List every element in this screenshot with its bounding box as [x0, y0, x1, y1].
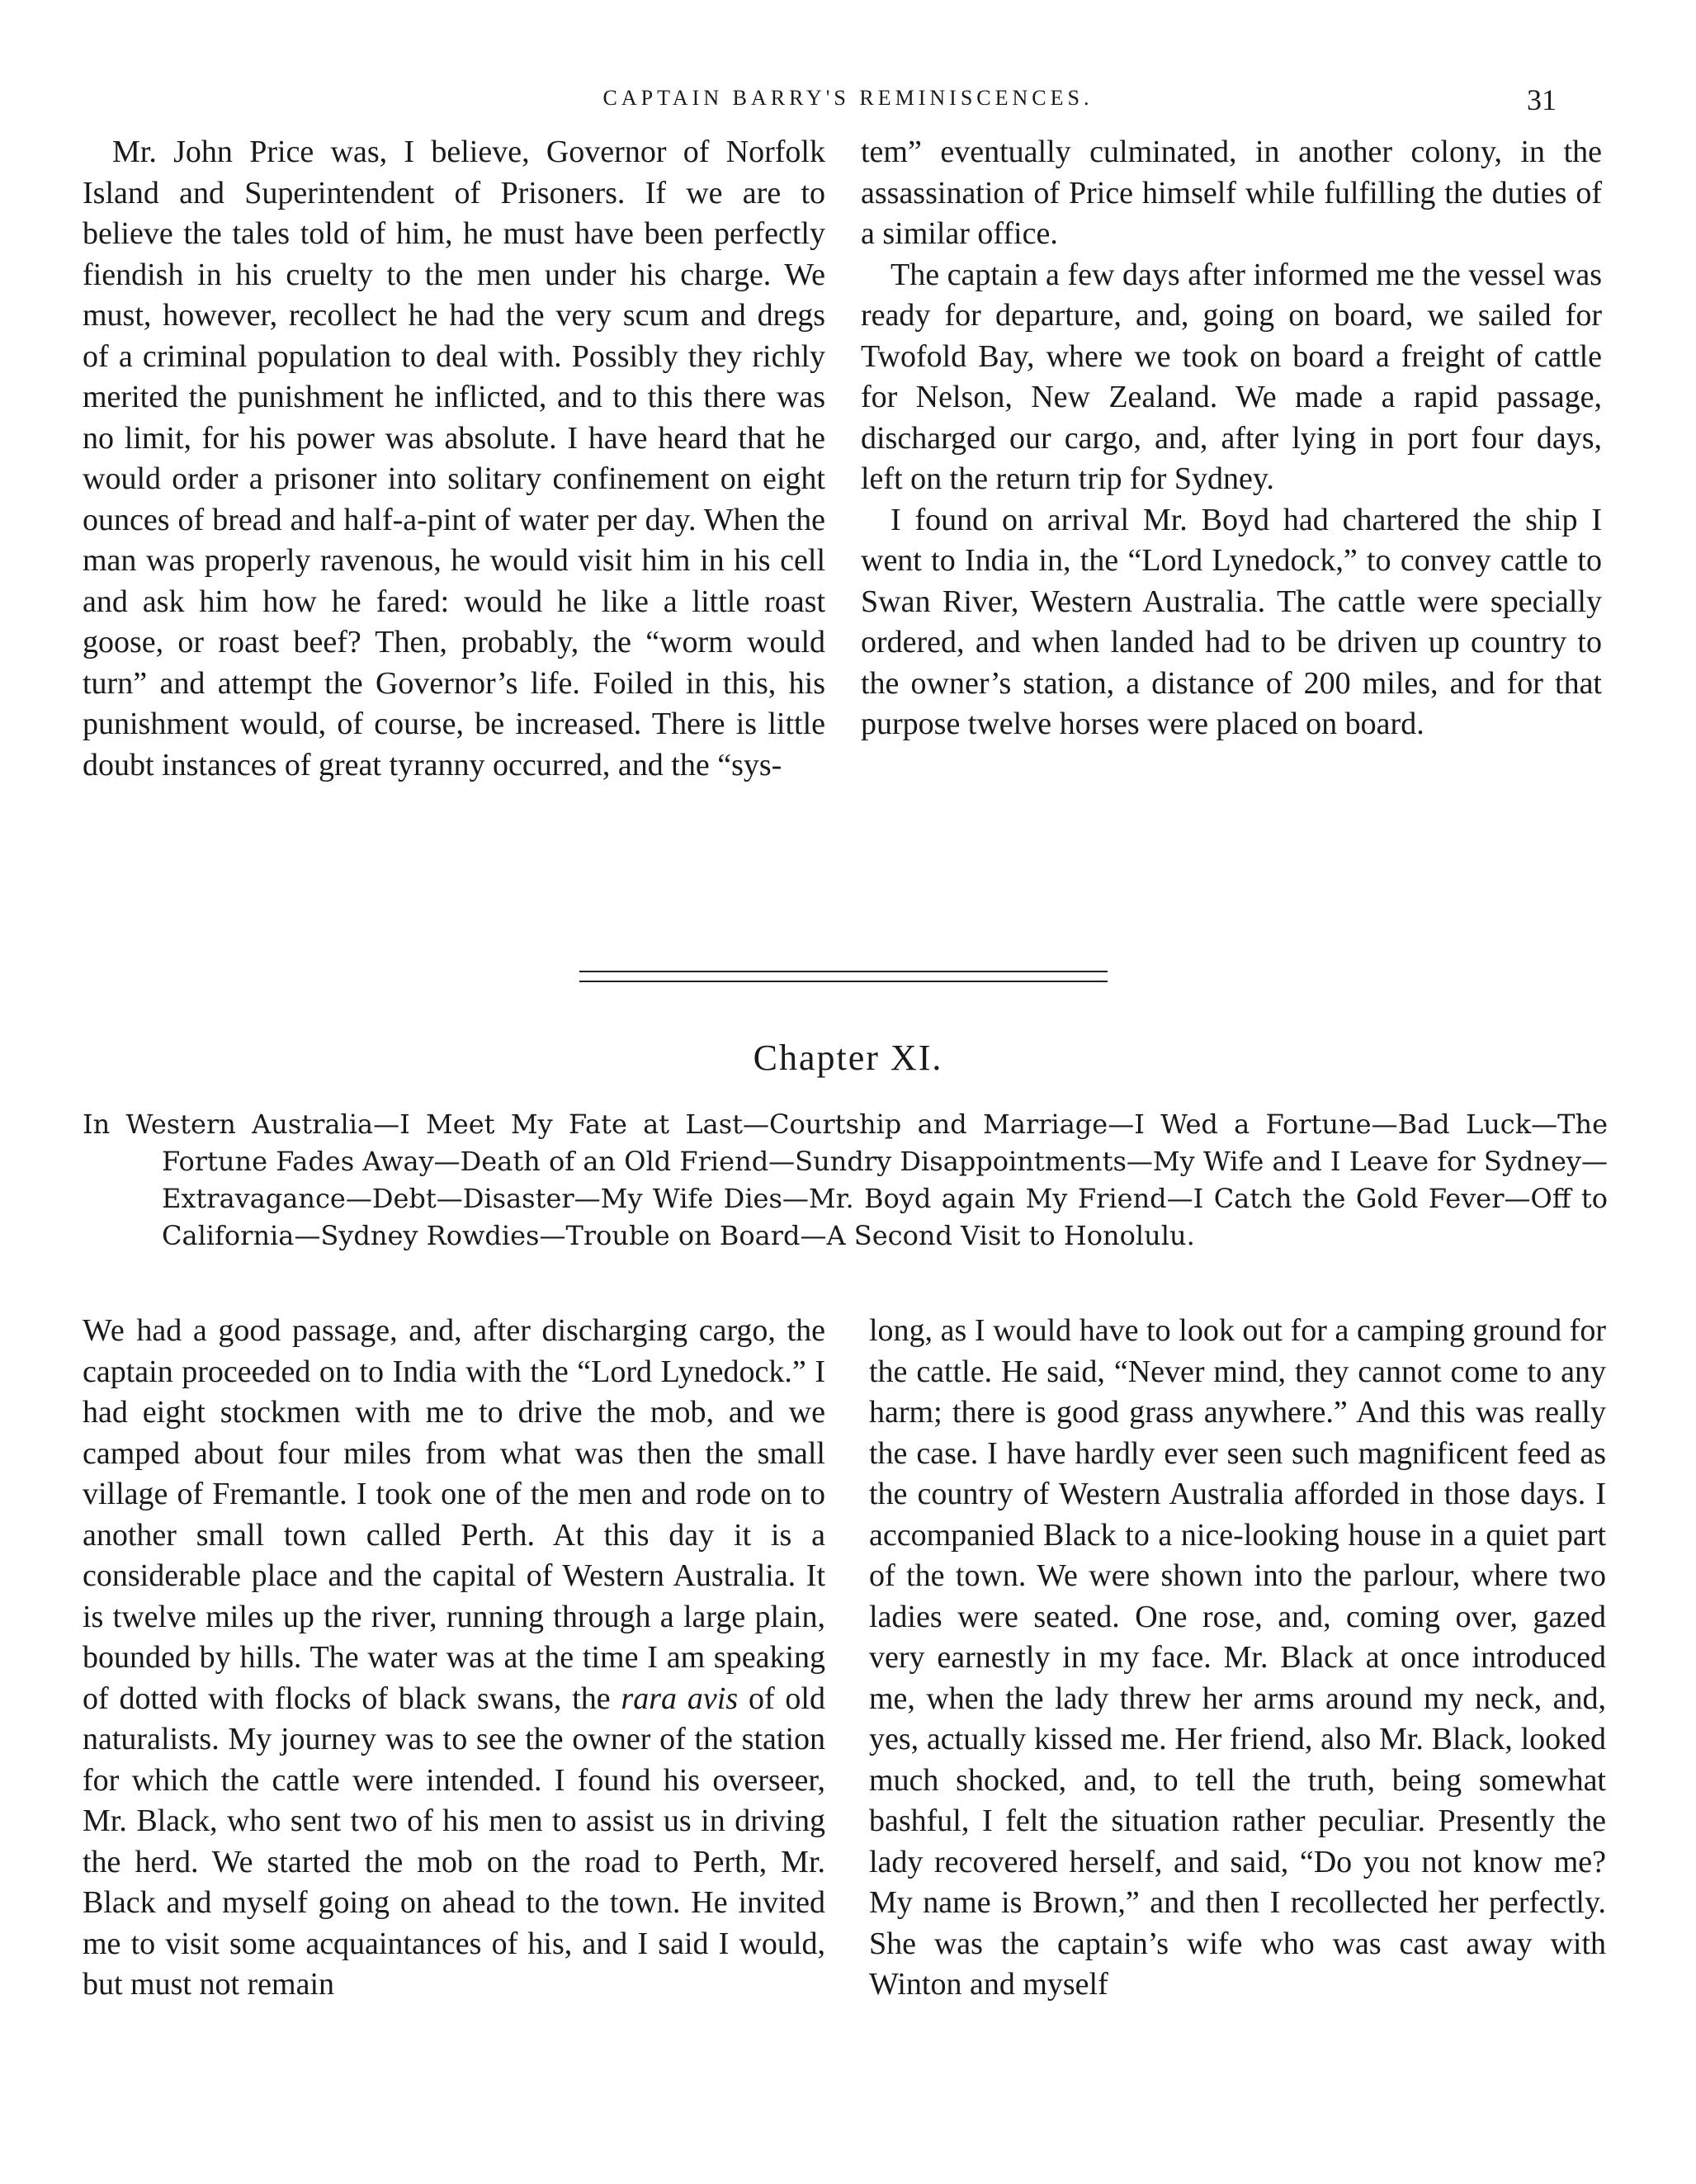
running-head	[0, 83, 1696, 116]
section-divider-rule	[579, 971, 1108, 972]
opening-word: We	[83, 1313, 125, 1348]
top-left-column	[83, 132, 825, 786]
paragraph: tem” eventually culminated, in another colony, in the assassination of Price himself while fulfilling the duties of a similar office.	[861, 135, 1602, 251]
page-number: 31	[1527, 83, 1557, 116]
top-right-column	[861, 132, 1602, 745]
paragraph-text: had a good passage, and, after discharging cargo, the captain proceeded on to India with the “Lord Lynedock.” I had eight stockmen with me to drive the mob, and we camped about four miles from what was then the small village of Fremantle. I took one of the men and rode on to another small town called Perth. At this day it is a considerable place and the capital of Western Australia. It is twelve miles up the river, running through a large plain, bounded by hills. The water was at the time I am speaking of dotted with flocks of black swans, the	[83, 1313, 825, 1716]
chapter-title: Chapter XI.	[753, 1038, 943, 1078]
bottom-right-column	[869, 1311, 1606, 2006]
chapter-summary: In Western Australia—I Meet My Fate at Last—Courtship and Marriage—I Wed a Fortune—Bad Luck—The Fortune Fades Away—Death of an Old Friend—Sundry Disappointments—My Wife and I Leave for Sydney—Extravagance—Debt—Disaster—My Wife Dies—Mr. Boyd again My Friend—I Catch the Gold Fever—Off to California—Sydney Rowdies—Trouble on Board—A Second Visit to Honolulu.	[83, 1109, 1608, 1251]
paragraph: I found on arrival Mr. Boyd had chartered the ship I went to India in, the “Lord Lynedock,” to convey cattle to Swan River, Western Australia. The cattle were specially ordered, and when landed had to be driven up country to the owner’s station, a distance of 200 miles, and for that purpose twelve horses were placed on board.	[861, 502, 1602, 741]
italic-phrase: rara avis	[621, 1681, 739, 1716]
running-title: CAPTAIN BARRY'S REMINISCENCES.	[602, 86, 1094, 110]
section-divider-rule	[579, 981, 1108, 982]
paragraph: The captain a few days after informed me the vessel was ready for departure, and, going on board, we sailed for Twofold Bay, where we took on board a freight of cattle for Nelson, New Zealand. We made a rapid passage, discharged our cargo, and, after lying in port four days, left on the return trip for Sydney.	[861, 257, 1602, 496]
paragraph	[83, 1311, 825, 2006]
paragraph: Mr. John Price was, I believe, Governor of Norfolk Island and Superintendent of Prisoners. If we are to believe the tales told of him, he must have been perfectly fiendish in his cruelty to the men under his charge. We must, however, recollect he had the very scum and dregs of a criminal population to deal with. Possibly they richly merited the punishment he inflicted, and to this there was no limit, for his power was absolute. I have heard that he would order a prisoner into solitary confinement on eight ounces of bread and half-a-pint of water per day. When the man was properly ravenous, he would visit him in his cell and ask him how he fared: would he like a little roast goose, or roast beef? Then, probably, the “worm would turn” and attempt the Governor’s life. Foiled in this, his punishment would, of course, be increased. There is little doubt instances of great tyranny occurred, and the “sys-	[83, 135, 825, 782]
bottom-left-column	[83, 1311, 825, 2006]
paragraph: long, as I would have to look out for a camping ground for the cattle. He said, “Never mind, they cannot come to any harm; there is good grass anywhere.” And this was really the case. I have hardly ever seen such magnificent feed as the country of Western Australia afforded in those days. I accompanied Black to a nice-looking house in a quiet part of the town. We were shown into the parlour, where two ladies were seated. One rose, and, coming over, gazed very earnestly in my face. Mr. Black at once introduced me, when the lady threw her arms around my neck, and, yes, actually kissed me. Her friend, also Mr. Black, looked much shocked, and, to tell the truth, being somewhat bashful, I felt the situation rather peculiar. Presently the lady recovered herself, and said, “Do you not know me? My name is Brown,” and then I recollected her perfectly. She was the captain’s wife who was cast away with Winton and myself	[869, 1313, 1606, 2002]
paragraph-text: of old naturalists. My journey was to see the owner of the station for which the cattle were intended. I found his overseer, Mr. Black, who sent two of his men to assist us in driving the herd. We started the mob on the road to Perth, Mr. Black and myself going on ahead to the town. He invited me to visit some acquaintances of his, and I said I would, but must not remain	[83, 1681, 825, 2002]
